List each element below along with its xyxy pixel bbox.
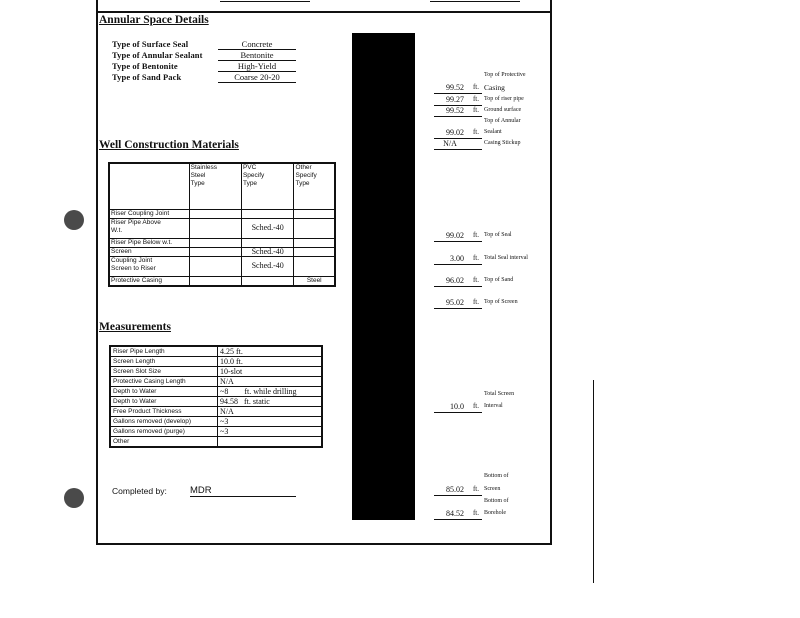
table-row [110,357,322,367]
materials-cell [189,238,241,247]
materials-cell: Sched.-40 [241,247,294,256]
materials-cell [189,256,241,276]
elev-label: Top of Protective [484,72,526,78]
materials-title: Well Construction Materials [99,139,239,151]
form-divider [96,11,550,13]
annular-label: Type of Annular Sealant [112,50,203,60]
table-row [110,407,322,417]
materials-cell [189,247,241,256]
measurements-title: Measurements [99,321,171,333]
elev-value: 99.52 [446,106,464,115]
completed-by-value: MDR [190,485,296,497]
elev-label: Bottom of [484,498,509,504]
materials-row-label: Protective Casing [109,276,189,286]
materials-corner [109,163,189,209]
elev-value: 85.02 [446,485,464,494]
measurement-label: Screen Slot Size [110,367,218,377]
measurement-label: Screen Length [110,357,218,367]
elev-label: Bottom of [484,473,509,479]
elev-unit: ft. [472,83,479,91]
materials-row-label: Riser Pipe Below w.t. [109,238,189,247]
elev-unit: ft. [472,298,479,306]
elev-label: Borehole [484,510,506,516]
elev-label: Ground surface [484,107,522,113]
table-row [109,247,335,256]
annular-value: High-Yield [218,61,296,72]
annular-row [112,72,302,83]
elev-value: 10.0 [450,402,464,411]
elev-value: 3.00 [450,254,464,263]
materials-cell [189,276,241,286]
borehole-diagram [352,33,415,520]
materials-header: Stainless Steel Type [189,163,241,209]
elev-unit: ft. [472,128,479,136]
measurement-value: 94.58 ft. static [218,397,323,407]
measurement-value: N/A [218,407,323,417]
elev-unit: ft. [472,95,479,103]
materials-header-row [109,163,335,209]
measurement-value: ~3 [218,427,323,437]
materials-cell [189,218,241,238]
elev-label: Casing [484,83,505,92]
elev-label: Total Seal interval [484,255,528,261]
margin-line [593,380,594,583]
elev-unit: ft. [472,254,479,262]
measurement-value: 10.0 ft. [218,357,323,367]
table-row [110,377,322,387]
table-row [110,417,322,427]
elev-label: Top of Screen [484,299,518,305]
annular-value: Coarse 20-20 [218,72,296,83]
measurement-value: 10-slot [218,367,323,377]
table-row [109,238,335,247]
materials-row-label: Coupling Joint Screen to Riser [109,256,189,276]
elev-label: Casing Stickup [484,140,521,146]
measurement-label: Gallons removed (purge) [110,427,218,437]
elev-unit: ft. [472,231,479,239]
table-row [110,397,322,407]
materials-row-label: Riser Coupling Joint [109,209,189,218]
elev-label: Interval [484,403,503,409]
materials-header: PVC Specify Type [241,163,294,209]
table-row [110,437,322,448]
materials-cell: Sched.-40 [241,256,294,276]
table-row [109,218,335,238]
elev-label: Sealant [484,129,502,135]
annular-label: Type of Surface Seal [112,39,189,49]
elev-label: Top of Annular [484,118,521,124]
elev-value: 84.52 [446,509,464,518]
table-row [109,209,335,218]
materials-cell: Steel [294,276,335,286]
elev-label: Top of Sand [484,277,514,283]
measurement-label: Free Product Thickness [110,407,218,417]
elev-value: 99.52 [446,83,464,92]
annular-label: Type of Sand Pack [112,72,182,82]
annular-row [112,50,302,61]
measurement-label: Depth to Water [110,387,218,397]
measurement-label: Other [110,437,218,448]
measurements-table [109,345,323,448]
measurement-value: N/A [218,377,323,387]
elev-value: 95.02 [446,298,464,307]
binder-hole-bottom [64,488,84,508]
materials-table [108,162,336,287]
annular-label: Type of Bentonite [112,61,178,71]
completed-by-label: Completed by: [112,486,167,496]
elev-unit: ft. [472,485,479,493]
materials-cell [294,256,335,276]
measurement-label: Depth to Water [110,397,218,407]
measurement-value: 4.25 ft. [218,346,323,357]
annular-value: Bentonite [218,50,296,61]
materials-cell [294,238,335,247]
elev-value: 99.27 [446,95,464,104]
annular-details [112,39,302,83]
table-row [109,256,335,276]
elev-unit: ft. [472,106,479,114]
materials-cell [294,209,335,218]
completed-by [112,485,302,499]
materials-cell: Sched.-40 [241,218,294,238]
elev-unit: ft. [472,402,479,410]
materials-cell [241,238,294,247]
elev-value: N/A [443,139,457,148]
measurement-value [218,437,323,448]
annular-row [112,39,302,50]
materials-cell [189,209,241,218]
elev-unit: ft. [472,276,479,284]
binder-hole-top [64,210,84,230]
annular-value: Concrete [218,39,296,50]
table-row [109,276,335,286]
elev-label: Top of riser pipe [484,96,524,102]
elev-value: 99.02 [446,128,464,137]
materials-header: Other Specify Type [294,163,335,209]
elev-label: Top of Seal [484,232,512,238]
materials-row-label: Screen [109,247,189,256]
measurement-label: Gallons removed (develop) [110,417,218,427]
measurement-label: Protective Casing Length [110,377,218,387]
elev-value: 96.02 [446,276,464,285]
measurement-label: Riser Pipe Length [110,346,218,357]
table-row [110,346,322,357]
annular-row [112,61,302,72]
materials-row-label: Riser Pipe Above W.t. [109,218,189,238]
annular-title: Annular Space Details [99,14,209,26]
materials-cell [294,218,335,238]
measurement-value: ~8 ft. while drilling [218,387,323,397]
materials-cell [241,276,294,286]
elev-unit: ft. [472,509,479,517]
table-row [110,387,322,397]
materials-cell [294,247,335,256]
elev-label: Total Screen [484,391,515,397]
materials-cell [241,209,294,218]
measurement-value: ~3 [218,417,323,427]
elev-label: Screen [484,486,501,492]
table-row [110,367,322,377]
elev-value: 99.02 [446,231,464,240]
table-row [110,427,322,437]
